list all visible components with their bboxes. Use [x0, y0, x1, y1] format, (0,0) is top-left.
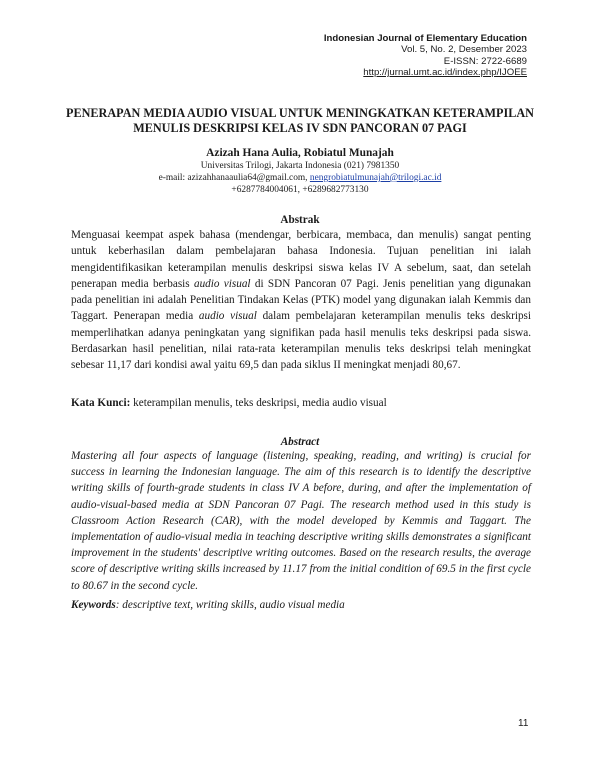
abstrak-emphasis-2: audio visual	[198, 310, 257, 323]
journal-name: Indonesian Journal of Elementary Education	[323, 33, 527, 44]
abstrak-text-3: dalam pembelajaran keterampilan menulis teks deskripsi memperlihatkan adanya peningkatan yang signifikan pada hasil menulis teks deskripsi pada siswa. Berdasarkan hasil penelitian, nilai rata-rata keterampilan menulis teks deskripsi telah meningkat sebesar 11,17 dari kondisi awal yaitu 69,5 dan pada siklus II meningkat menjadi 80,67.	[71, 310, 532, 372]
affiliation: Universitas Trilogi, Jakarta Indonesia (021) 7981350	[200, 161, 400, 171]
keywords-text: descriptive text, writing skills, audio visual media	[122, 599, 345, 611]
paper-title-line-1: PENERAPAN MEDIA AUDIO VISUAL UNTUK MENINGKATKAN KETERAMPILAN	[66, 106, 534, 120]
kata-kunci-sep: :	[126, 397, 134, 409]
paper-title-line-2: MENULIS DESKRIPSI KELAS IV SDN PANCORAN 07 PAGI	[133, 120, 467, 135]
abstrak-emphasis-1: audio visual	[193, 277, 251, 290]
abstrak-text-1: Menguasai keempat aspek bahasa (mendengar, berbicara, membaca, dan menulis) sangat penting untuk keberhasilan dalam pembelajaran bahasa Indonesia. Tujuan penelitian ini ialah mengidentifikasikan keterampilan menulis deskripsi siswa kelas IV A sebelum, saat, dan setelah penerapan media berbasis	[71, 229, 531, 290]
abstract-body: Mastering all four aspects of language (listening, speaking, reading, and writing) is crucial for success in learning the Indonesian language. The aim of this research is to identify the descriptive writing skills of fourth-grade students in class IV A before, during, and after the implementation of audio-visual-based media at SDN Pancoran 07 Pagi. The research method used in this study is Classroom Action Research (CAR), with the model developed by Kemmis and Taggart. The implementation of audio-visual media in teaching descriptive writing skills demonstrates a significant improvement in the students' descriptive writing outcomes. Based on the research results, the average score of descriptive writing skills increased by 11.17 from the initial condition of 69.5 in the first cycle to 80.67 in the second cycle.	[71, 450, 531, 592]
keywords-sep: :	[115, 599, 123, 611]
journal-volume: Vol. 5, No. 2, Desember 2023	[401, 44, 527, 56]
kata-kunci-label: Kata Kunci	[71, 397, 127, 409]
author-names: Azizah Hana Aulia, Robiatul Munajah	[206, 147, 394, 159]
paper-title	[60, 106, 540, 135]
journal-url-link[interactable]: http://jurnal.umt.ac.id/index.php/IJOEE	[363, 67, 527, 79]
journal-header	[324, 33, 527, 79]
phone-numbers: +6287784004061, +6289682773130	[231, 184, 369, 195]
abstrak-heading: Abstrak	[280, 214, 320, 226]
kata-kunci-text: keterampilan menulis, teks deskripsi, media audio visual	[133, 397, 387, 409]
page-number: 11	[518, 718, 529, 729]
author-affiliation-block	[60, 161, 540, 196]
email-prefix: e-mail: azizahhanaaulia64@gmail.com,	[158, 172, 310, 183]
email-line	[60, 173, 540, 185]
journal-issn: E-ISSN: 2722-6689	[443, 55, 527, 67]
abstrak-text-2: di SDN Pancoran 07 Pagi. Jenis penelitian yang digunakan pada penelitian ini adalah Penelitian Tindakan Kelas (PTK) model yang digunakan ialah Kemmis dan Taggart. Penerapan media	[71, 277, 531, 323]
keywords-label: Keywords	[71, 599, 116, 611]
email-link[interactable]: nengrobiatulmunajah@trilogi.ac.id	[309, 172, 442, 183]
keywords	[71, 599, 531, 611]
kata-kunci	[71, 397, 531, 409]
abstrak-body	[71, 227, 531, 374]
abstract-heading: Abstract	[280, 436, 320, 448]
